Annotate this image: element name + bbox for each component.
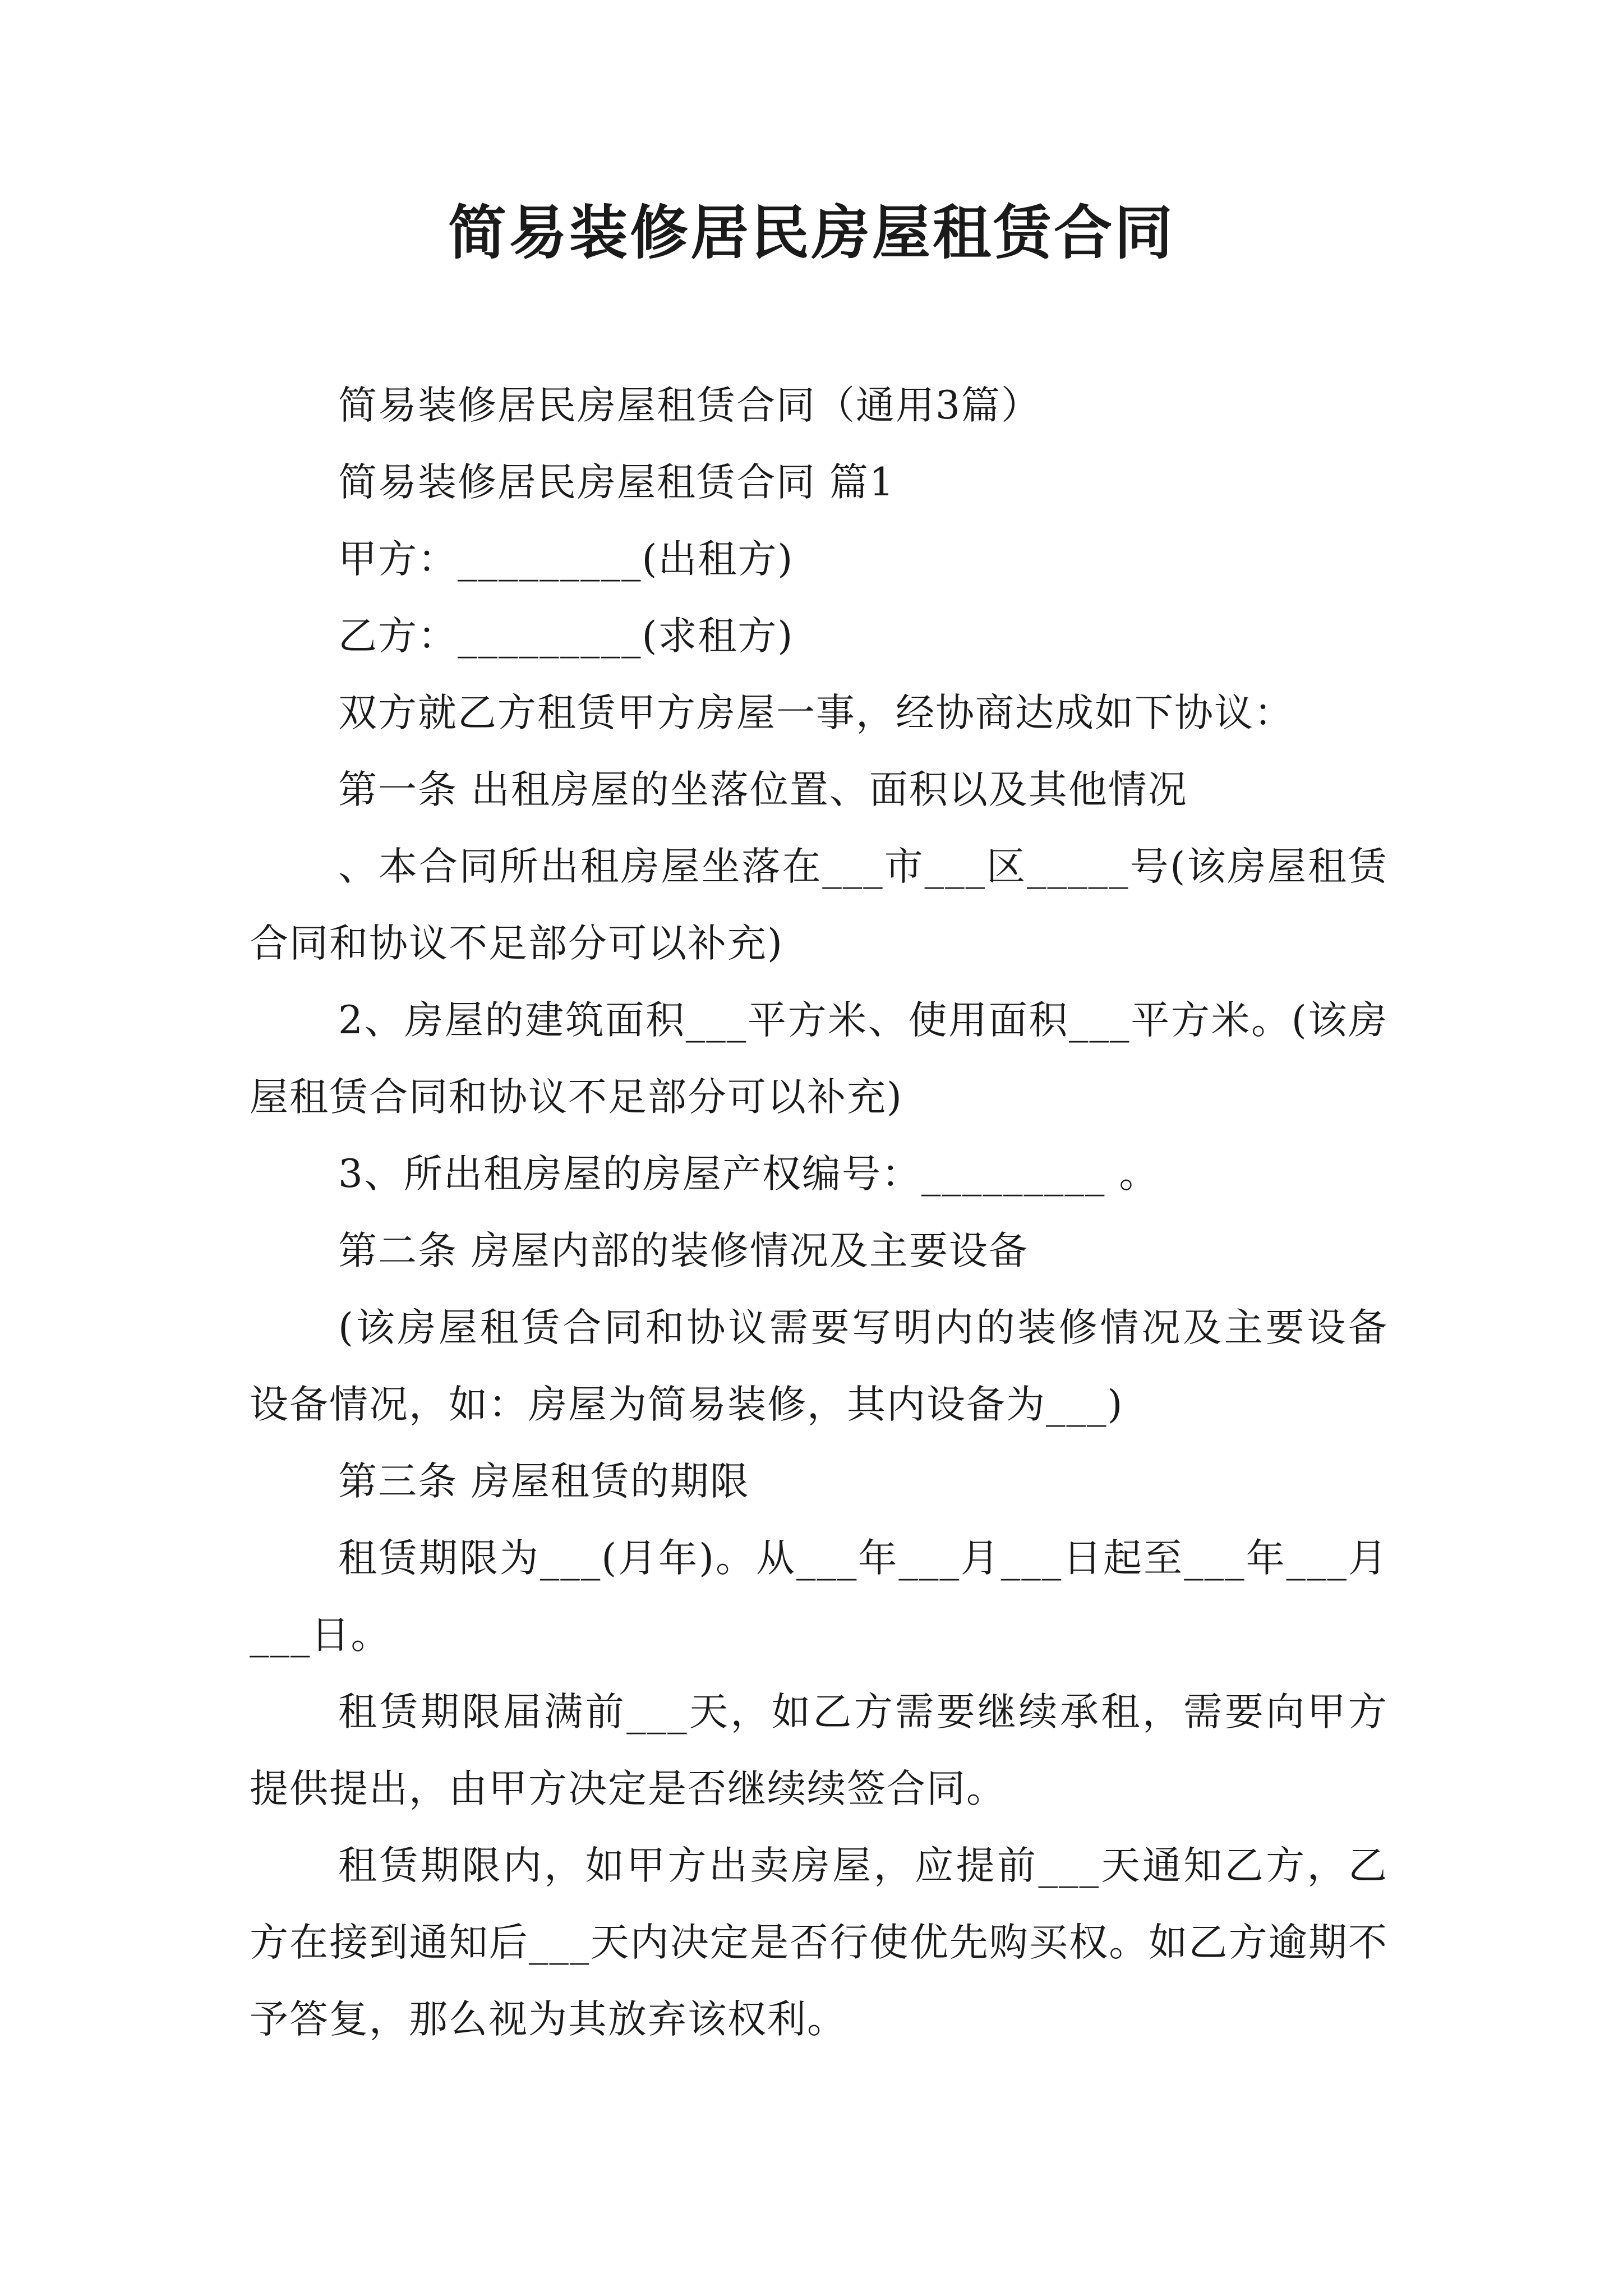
document-body [250,367,1388,2058]
paragraph-lease-term: 租赁期限为___(月年)。从___年___月___日起至___年___月___日。 [250,1536,1388,1658]
paragraph-party-b: 乙方：_________(求租方) [338,614,794,659]
paragraph-subtitle: 简易装修居民房屋租赁合同（通用3篇） [338,383,1041,428]
document-title: 简易装修居民房屋租赁合同 [448,198,1175,267]
paragraph-part-heading: 简易装修居民房屋租赁合同 篇1 [338,460,895,505]
paragraph-preemption: 租赁期限内，如甲方出卖房屋，应提前___天通知乙方，乙方在接到通知后___天内决定是否行使优先购买权。如乙方逾期不予答复，那么视为其放弃该权利。 [250,1843,1388,2042]
paragraph-property-number: 3、所出租房屋的房屋产权编号：_________ 。 [338,1152,1159,1197]
paragraph-article-2: 第二条 房屋内部的装修情况及主要设备 [338,1228,1029,1273]
paragraph-area: 2、房屋的建筑面积___平方米、使用面积___平方米。(该房屋租赁合同和协议不足部分可以补充) [250,998,1388,1120]
paragraph-agreement-intro: 双方就乙方租赁甲方房屋一事，经协商达成如下协议： [338,691,1294,735]
paragraph-article-1: 第一条 出租房屋的坐落位置、面积以及其他情况 [338,767,1188,812]
paragraph-party-a: 甲方：_________(出租方) [338,537,794,582]
paragraph-equipment: (该房屋租赁合同和协议需要写明内的装修情况及主要设备设备情况，如：房屋为简易装修，其内设备为___) [250,1305,1388,1427]
paragraph-article-3: 第三条 房屋租赁的期限 [338,1459,750,1504]
paragraph-renewal: 租赁期限届满前___天，如乙方需要继续承租，需要向甲方提供提出，由甲方决定是否继续续签合同。 [250,1690,1388,1811]
paragraph-location: 、本合同所出租房屋坐落在___市___区_____号(该房屋租赁合同和协议不足部分可以补充) [250,844,1388,966]
